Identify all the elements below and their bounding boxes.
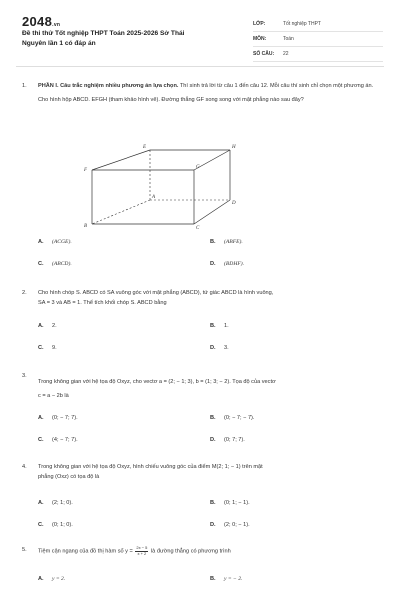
question-number: 2.: [22, 290, 27, 296]
option-d[interactable]: D. (2; 0; − 1).: [210, 522, 250, 528]
option-c[interactable]: C. 9.: [38, 345, 57, 351]
option-a[interactable]: A. (2; 1; 0).: [38, 500, 73, 506]
option-c[interactable]: C. (ABCD).: [38, 261, 72, 267]
option-b[interactable]: B. (ABFE).: [210, 239, 243, 245]
meta-class-row: [253, 17, 383, 32]
vertex-label: F: [84, 168, 88, 173]
option-a[interactable]: A. (0; − 7; 7).: [38, 415, 78, 421]
question-5-options: [38, 576, 378, 598]
page-header: [0, 0, 400, 62]
question-1-options: [38, 239, 378, 283]
vertex-label: D: [232, 201, 236, 206]
option-d[interactable]: D. (BDHF).: [210, 261, 245, 267]
vertex-label: B: [84, 224, 88, 229]
question-text-line: Trong không gian với hệ tọa độ Oxyz, cho vectơ a = (2; − 1; 3), b = (1; 3; − 2). Tọa độ của vectơ: [38, 379, 276, 385]
meta-subject-row: [253, 32, 383, 47]
question-4-options: [38, 500, 378, 544]
question-text-line: Trong không gian với hệ tọa độ Oxyz, hình chiếu vuông góc của điểm M(2; 1; − 1) trên mặt: [38, 464, 263, 470]
question-number: 4.: [22, 464, 27, 470]
option-b[interactable]: B. (0; − 7; − 7).: [210, 415, 255, 421]
option-a[interactable]: A. 2.: [38, 323, 57, 329]
section-heading: PHẦN I. Câu trắc nghiệm nhiều phương án lựa chọn.: [38, 83, 179, 89]
vertex-label: H: [232, 145, 236, 150]
option-c[interactable]: C. (0; 1; 0).: [38, 522, 73, 528]
box-figure: [80, 138, 250, 230]
option-d[interactable]: D. (0; 7; 7).: [210, 437, 245, 443]
question-3-options: [38, 415, 378, 459]
meta-value: Tốt nghiệp THPT: [283, 21, 321, 27]
meta-value: 22: [283, 51, 289, 57]
question-text-line: SA = 3 và AB = 1. Thể tích khối chóp S. ABCD bằng: [38, 299, 167, 306]
question-text: Tiệm cận ngang của đồ thị hàm số y = $\frac{2x - 5}{x + 2}$ là đường thẳng có phương trình: [38, 545, 231, 556]
option-c[interactable]: C. (4; − 7; 7).: [38, 437, 78, 443]
vertex-label: A: [152, 195, 156, 200]
vertex-label: G: [196, 165, 200, 170]
site-logo[interactable]: 2048.vn: [22, 14, 61, 29]
section-instructions: Thí sinh trả lời từ câu 1 đến câu 12. Mỗi câu thí sinh chỉ chọn một phương án.: [178, 83, 374, 89]
question-number: 1.: [22, 83, 27, 89]
option-d[interactable]: D. 3.: [210, 345, 229, 351]
question-text-line: c = a − 2b là: [38, 392, 69, 399]
question-text: Cho hình hộp ABCD. EFGH (tham khảo hình vẽ). Đường thẳng GF song song với mặt phẳng nào sau đây?: [38, 96, 304, 103]
meta-count-row: [253, 47, 383, 62]
question-text-line: phẳng (Oxz) có tọa độ là: [38, 473, 100, 480]
option-a[interactable]: A. y = 2.: [38, 576, 66, 582]
question-number: 5.: [22, 547, 27, 553]
meta-value: Toán: [283, 36, 294, 42]
exam-meta: [253, 17, 383, 62]
question-4: [22, 463, 382, 482]
fraction: $\frac{2x - 5}{x + 2}$: [136, 545, 148, 556]
meta-key: LỚP:: [253, 21, 266, 27]
option-b[interactable]: B. (0; 1; − 1).: [210, 500, 250, 506]
header-divider: [16, 66, 384, 67]
option-b[interactable]: B. 1.: [210, 323, 229, 329]
question-text-line: Cho hình chóp S. ABCD có SA vuông góc với mặt phẳng (ABCD), tứ giác ABCD là hình vuông,: [38, 290, 274, 296]
meta-key: MÔN:: [253, 36, 267, 42]
vertex-label: E: [143, 145, 147, 150]
question-5: [22, 546, 382, 557]
meta-key: SỐ CÂU:: [253, 51, 275, 57]
exam-title: Đề thi thử Tốt nghiệp THPT Toán 2025-2026 Sở Thái Nguyên lần 1 có đáp án: [22, 30, 185, 47]
question-3: [22, 372, 382, 401]
option-a[interactable]: A. (ACGE).: [38, 239, 72, 245]
option-b[interactable]: B. y = − 2.: [210, 576, 243, 582]
question-2: [22, 289, 382, 308]
vertex-label: C: [196, 226, 200, 230]
question-1: [22, 82, 382, 105]
question-number: 3.: [22, 373, 27, 379]
question-2-options: [38, 323, 378, 367]
